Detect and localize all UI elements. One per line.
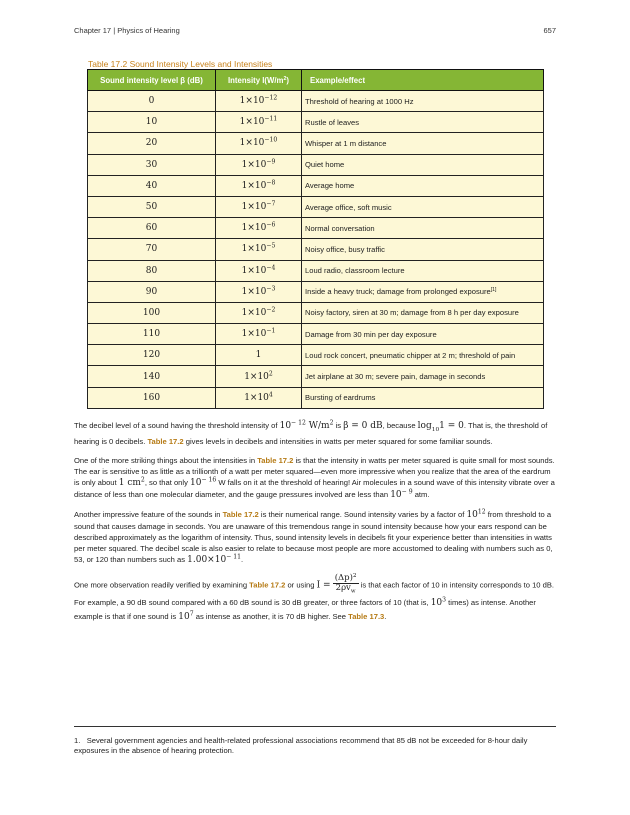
table-row (88, 281, 544, 302)
cell-intensity (216, 239, 302, 260)
p2-text-3: , so that only (144, 477, 190, 487)
cell-intensity (216, 324, 302, 345)
p4-math-2-exp: 7 (189, 611, 194, 619)
p1-text-1: The decibel level of a sound having the threshold intensity of (74, 421, 280, 430)
example-text: Loud radio, classroom lecture (305, 266, 405, 276)
p3-math-number-exp: − 11 (226, 553, 242, 561)
cell-level: 110 (88, 324, 216, 345)
table-row (88, 387, 544, 408)
p1-math-unit-sup: 2 (329, 419, 334, 427)
cell-level: 100 (88, 302, 216, 323)
p1-math-threshold (280, 421, 334, 431)
table-row (88, 260, 544, 281)
p1-log-sub: 10 (431, 426, 440, 433)
intensity-exponent: −11 (264, 115, 278, 123)
example-text: Average home (305, 181, 355, 191)
link-table-17-2[interactable]: Table 17.2 (147, 436, 184, 446)
p4-math-three-factors (431, 598, 446, 608)
intensity-mantissa: 1×10 (241, 223, 267, 234)
cell-level: 10 (88, 112, 216, 133)
table-row (88, 345, 544, 366)
cell-intensity (216, 196, 302, 217)
cell-example (302, 260, 544, 281)
cell-example (302, 175, 544, 196)
p2-math-power (190, 478, 216, 488)
example-text: Loud rock concert, pneumatic chipper at 2 m; threshold of pain (305, 350, 516, 360)
table-body (88, 91, 544, 409)
example-text: Jet airplane at 30 m; severe pain, damage in seconds (305, 372, 486, 382)
intensity-exponent: −4 (266, 264, 276, 272)
p4-text-5: as intense as another, it is 70 dB higher. See (193, 612, 349, 622)
intensity-exponent: 2 (268, 370, 273, 378)
cell-level: 50 (88, 196, 216, 217)
p1-log: log (417, 421, 432, 431)
p1-text-5: gives levels in decibels and intensities in watts per meter squared for some familiar sounds. (183, 436, 493, 446)
intensity-mantissa: 1×10 (241, 180, 267, 191)
footnote (74, 736, 556, 756)
intensity-mantissa: 1×10 (241, 286, 267, 297)
cell-intensity (216, 112, 302, 133)
column-header-intensity (216, 70, 302, 91)
cell-example (302, 302, 544, 323)
intensity-exponent: −8 (266, 179, 276, 187)
example-text: Inside a heavy truck; damage from prolonged exposure (305, 287, 491, 297)
equation-intensity-fraction (333, 574, 359, 597)
eq-den-sub: w (350, 588, 356, 595)
cell-intensity (216, 260, 302, 281)
table-row (88, 324, 544, 345)
body-text (74, 420, 556, 632)
table-row (88, 112, 544, 133)
column-header-level: Sound intensity level β (dB) (88, 70, 216, 91)
cell-example (302, 324, 544, 345)
example-text: Average office, soft music (305, 202, 392, 212)
intensity-exponent: −1 (266, 327, 276, 335)
cell-intensity (216, 387, 302, 408)
p4-math-seven-factors (178, 612, 193, 622)
example-text: Normal conversation (305, 223, 375, 233)
paragraph-range (74, 509, 556, 566)
p4-text-6: . (384, 612, 387, 622)
p1-math-exp: − 12 (291, 419, 306, 427)
cell-level: 0 (88, 91, 216, 112)
intensity-header-suffix: ) (286, 75, 289, 85)
table-row (88, 196, 544, 217)
intensity-header-prefix: Intensity I(W/m (227, 75, 284, 85)
sound-intensity-table (87, 69, 544, 409)
p1-text-3: , because (382, 421, 418, 430)
cell-intensity (216, 133, 302, 154)
column-header-example: Example/effect (302, 70, 544, 91)
p1-text-2: is (333, 421, 344, 430)
intensity-mantissa: 1×10 (241, 202, 267, 213)
table-row (88, 154, 544, 175)
example-text: Noisy factory, siren at 30 m; damage from 8 h per day exposure (305, 308, 519, 318)
p2-math-pressure-exp: − 9 (401, 488, 413, 496)
table-row (88, 91, 544, 112)
intensity-mantissa: 1×10 (241, 244, 267, 255)
p1-text-4: . That is, the threshold of hearing is 0 decibels. (74, 421, 548, 446)
cell-example (302, 196, 544, 217)
eq-num-sup: 2 (352, 572, 357, 579)
p4-math-1-base: 10 (430, 598, 443, 609)
example-text: Bursting of eardrums (305, 393, 376, 403)
p2-math-pressure-base: 10 (390, 489, 402, 500)
eq-num-text: (Δp) (334, 572, 353, 583)
cell-intensity (216, 366, 302, 387)
intensity-exponent: −10 (264, 137, 278, 145)
cell-intensity (216, 302, 302, 323)
link-table-17-2[interactable]: Table 17.2 (222, 509, 259, 519)
p3-math-factor-base: 10 (466, 509, 478, 520)
intensity-exponent: −12 (264, 94, 278, 102)
cell-level: 60 (88, 218, 216, 239)
intensity-exponent: −5 (266, 243, 276, 251)
p4-text-2: or using (285, 580, 317, 590)
p4-text-4: times) as intense. Another example is that if one sound is (74, 598, 536, 622)
intensity-mantissa: 1×10 (241, 307, 267, 318)
example-text: Noisy office, busy traffic (305, 244, 385, 254)
link-table-17-3[interactable]: Table 17.3 (348, 612, 385, 622)
intensity-mantissa: 1×10 (244, 392, 269, 403)
cell-example (302, 345, 544, 366)
paragraph-threshold (74, 420, 556, 447)
cell-intensity (216, 345, 302, 366)
cell-example (302, 387, 544, 408)
example-text: Quiet home (305, 160, 345, 170)
intensity-mantissa: 1×10 (241, 329, 267, 340)
footnote-number: 1. (74, 736, 81, 745)
cell-example (302, 239, 544, 260)
intensity-exponent: −7 (266, 200, 276, 208)
p2-math-power-exp: − 16 (201, 476, 217, 484)
table-row (88, 218, 544, 239)
equation-intensity-lhs: I = (316, 580, 331, 591)
p1-math-log (418, 421, 464, 431)
table-row (88, 366, 544, 387)
intensity-exponent: −6 (266, 221, 276, 229)
eq-den-text: 2ρv (335, 582, 351, 593)
table-row (88, 239, 544, 260)
running-header-chapter: Chapter 17 | Physics of Hearing (74, 26, 180, 35)
p3-math-number (187, 553, 244, 565)
example-text: Damage from 30 min per day exposure (305, 329, 437, 339)
p3-text-3: from threshold to a sound that causes damage in seconds. You are unaware of this tremendous range in sound intensity because how your ears respond can be described approximately as the logarithm of intensity. Thus, sound intensity levels in decibels fit your experience better than intensities in watts per meter squared. The decibel scale is also easier to relate to because most people are more accustomed to dealing with numbers such as 0, 53, or 120 than numbers such as (74, 509, 553, 564)
cell-example (302, 218, 544, 239)
table-row (88, 133, 544, 154)
cell-level: 140 (88, 366, 216, 387)
p3-text-2: is their numerical range. Sound intensity varies by a factor of (258, 509, 467, 519)
p2-math-area (119, 478, 145, 488)
cell-level: 20 (88, 133, 216, 154)
p3-text-4: . (241, 554, 244, 564)
cell-intensity (216, 218, 302, 239)
p4-text-3: is that each factor of 10 in intensity corresponds to 10 dB. For example, a 90 dB sound compared with a 60 dB sound is 30 dB greater, or three factors of 10 (that is, (74, 580, 555, 608)
p1-math-beta: β = 0 dB (343, 421, 383, 431)
p4-math-2-base: 10 (178, 612, 190, 623)
p2-math-power-base: 10 (189, 477, 202, 488)
intensity-mantissa: 1×10 (244, 371, 269, 382)
table-row (88, 302, 544, 323)
cell-level: 40 (88, 175, 216, 196)
p4-text-1: One more observation readily verified by examining (74, 580, 250, 590)
p2-text-2: is that the intensity in watts per meter squared is quite small for most sounds. The ear is sensitive to as little as a trillionth of a watt per meter squared—even more impressive when you realize that the area of the eardrum is only about (74, 455, 555, 487)
table-row (88, 175, 544, 196)
table-caption: Table 17.2 Sound Intensity Levels and Intensities (88, 59, 273, 69)
intensity-mantissa: 1×10 (239, 138, 265, 149)
intensity-exponent: −2 (266, 306, 276, 314)
cell-example (302, 281, 544, 302)
intensity-exponent: −9 (266, 158, 276, 166)
p3-math-factor (466, 510, 485, 520)
p1-math-base: 10 (279, 421, 292, 431)
cell-example (302, 366, 544, 387)
link-table-17-2[interactable]: Table 17.2 (249, 580, 286, 590)
intensity-mantissa: 1 (255, 350, 262, 361)
intensity-mantissa: 1×10 (239, 96, 265, 107)
cell-level: 80 (88, 260, 216, 281)
cell-example (302, 91, 544, 112)
cell-level: 160 (88, 387, 216, 408)
cell-level: 90 (88, 281, 216, 302)
p3-math-factor-exp: 12 (477, 508, 486, 516)
eq-denominator (333, 584, 359, 597)
example-text: Threshold of hearing at 1000 Hz (305, 96, 414, 106)
cell-level: 70 (88, 239, 216, 260)
p4-math-1-exp: 3 (442, 597, 447, 605)
example-text: Whisper at 1 m distance (305, 138, 387, 148)
intensity-mantissa: 1×10 (241, 159, 267, 170)
p1-math-unit: W/m (305, 421, 330, 431)
intensity-exponent: −3 (266, 285, 276, 293)
p2-math-pressure (390, 490, 412, 500)
paragraph-intensities (74, 455, 556, 501)
footnote-text: Several government agencies and health-related professional associations recommend that 85 dB not be exceeded for 8-hour daily exposures in the absence of hearing protection. (74, 736, 528, 755)
intensity-mantissa: 1×10 (239, 117, 265, 128)
intensity-exponent: 4 (268, 391, 273, 399)
cell-intensity (216, 175, 302, 196)
intensity-header-sup: 2 (283, 75, 287, 82)
page-number: 657 (543, 26, 556, 35)
p3-math-number-base: 1.00×10 (187, 554, 227, 565)
p2-text-4: W falls on it at the threshold of hearing! Air molecules in a sound wave of this intensity vibrate over a distance of less than one molecular diameter, and the gauge pressures involved are less than (74, 477, 555, 499)
link-table-17-2[interactable]: Table 17.2 (257, 455, 294, 465)
paragraph-factor-of-ten (74, 574, 556, 625)
cell-example (302, 133, 544, 154)
cell-intensity (216, 281, 302, 302)
cell-intensity (216, 91, 302, 112)
footnote-ref-link[interactable]: [1] (490, 287, 497, 294)
p2-math-area-sup: 2 (140, 476, 145, 484)
cell-level: 30 (88, 154, 216, 175)
footnote-divider (74, 726, 556, 727)
p1-log-rest: 1 = 0 (439, 421, 464, 431)
p2-math-area-base: 1 cm (118, 477, 141, 488)
table-header-row (88, 70, 544, 91)
example-text: Rustle of leaves (305, 117, 360, 127)
intensity-mantissa: 1×10 (241, 265, 267, 276)
cell-intensity (216, 154, 302, 175)
cell-example (302, 154, 544, 175)
cell-level: 120 (88, 345, 216, 366)
p2-text-5: atm. (412, 489, 430, 499)
p3-text-1: Another impressive feature of the sounds in (74, 509, 223, 519)
p2-text-1: One of the more striking things about the intensities in (74, 455, 258, 465)
cell-example (302, 112, 544, 133)
